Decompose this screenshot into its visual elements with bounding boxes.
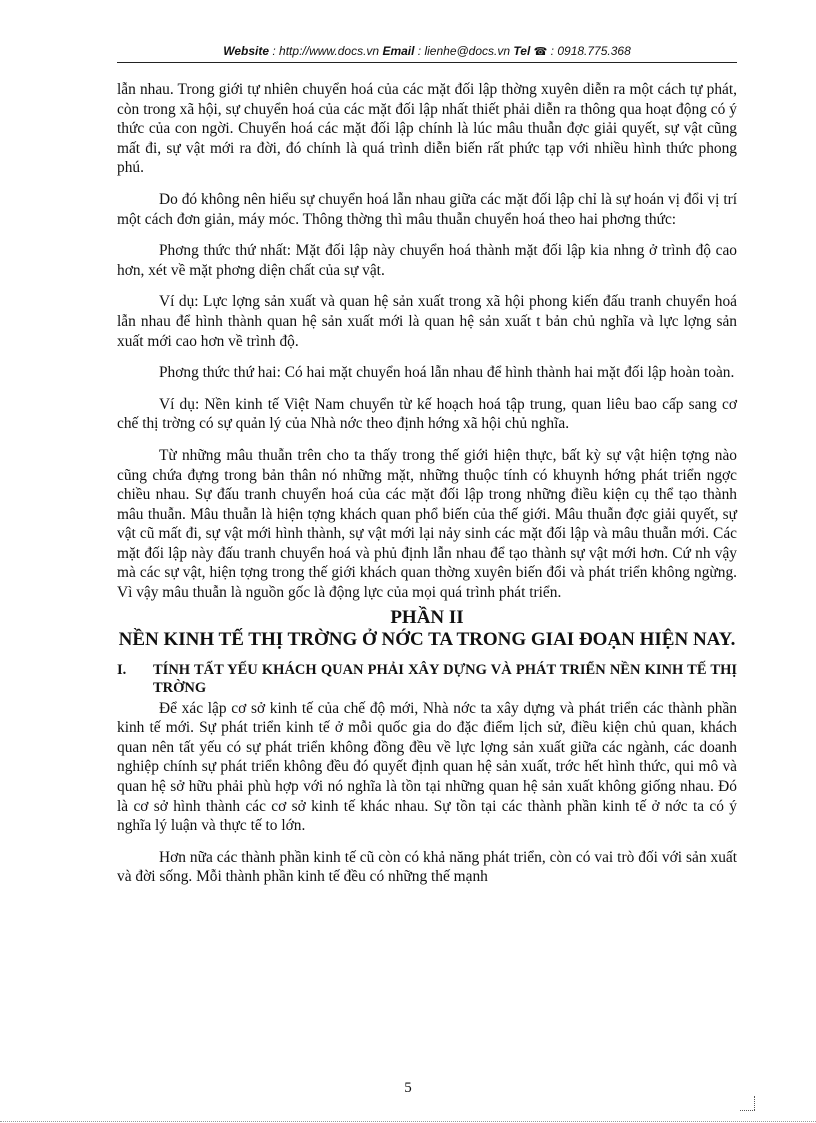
section-title: TÍNH TẤT YẾU KHÁCH QUAN PHẢI XÂY DỰNG VÀ PHÁT TRIỂN NỀN KINH TẾ THỊ TRỜNG [153, 661, 737, 696]
email-separator: : [414, 44, 425, 58]
document-body [117, 80, 737, 899]
section-paragraph-2: Hơn nữa các thành phần kinh tế cũ còn có khả năng phát triển, còn có vai trò đối với sản xuất và đời sống. Mỗi thành phần kinh tế đều có những thế mạnh [117, 848, 737, 886]
tel-label: Tel [513, 44, 531, 58]
phone-icon: ☎ [533, 46, 548, 58]
part-subtitle: NỀN KINH TẾ THỊ TRỜNG Ở NỚC TA TRONG GIAI ĐOẠN HIỆN NAY. [118, 628, 736, 650]
part-title: PHẦN II [390, 606, 464, 628]
paragraph-3: Phơng thức thứ nhất: Mặt đối lập này chuyển hoá thành mặt đối lập kia nhng ở trình độ cao hơn, xét về mặt phơng diện chất của sự vật. [117, 242, 737, 279]
section-number: I. [117, 661, 127, 678]
page-header [117, 44, 737, 63]
website-separator: : [269, 44, 280, 58]
paragraph-2: Do đó không nên hiểu sự chuyển hoá lẫn nhau giữa các mặt đối lập chỉ là sự hoán vị đổi vị trí một cách đơn giản, máy móc. Thông thờng thì mâu thuẫn chuyển hoá theo hai phơng thức: [117, 190, 737, 228]
email-value[interactable]: lienhe@docs.vn [424, 44, 511, 58]
corner-mark-vertical [754, 1096, 756, 1110]
page-number: 5 [404, 1080, 412, 1096]
paragraph-5: Phơng thức thứ hai: Có hai mặt chuyển hoá lẫn nhau để hình thành hai mặt đối lập hoàn toàn. [159, 364, 735, 382]
website-url[interactable]: http://www.docs.vn [279, 44, 380, 58]
email-label: Email [382, 44, 415, 58]
tel-value: : 0918.775.368 [547, 44, 631, 58]
section-heading [117, 661, 737, 697]
corner-mark-horizontal [740, 1110, 755, 1112]
paragraph-4: Ví dụ: Lực lợng sản xuất và quan hệ sản xuất trong xã hội phong kiến đấu tranh chuyển hoá lẫn nhau để hình thành quan hệ sản xuất mới là quan hệ sản xuất t bản chủ nghĩa và lực lợng sản xuất mới cao hơn về trình độ. [117, 293, 737, 350]
section-paragraph-1: Để xác lập cơ sở kinh tế của chế độ mới, Nhà nớc ta xây dựng và phát triển các thành phần kinh tế mới. Sự phát triển kinh tế ở mỗi quốc gia do đặc điểm lịch sử, điều kiện chủ quan, khách quan nên tất yếu có sự phát triển không đồng đều về lực lợng sản xuất giữa các ngành, các doanh nghiệp chính sự phát triển không đều đó quyết định quan hệ sản xuất, trớc hết hình thức, qui mô và quan hệ sở hữu phải phù hợp với nó nghĩa là tồn tại những quan hệ sản xuất không giống nhau. Đó là cơ sở hình thành các cơ sở kinh tế khác nhau. Sự tồn tại các thành phần kinh tế ở nớc ta có ý nghĩa lý luận và thực tế to lớn. [117, 699, 737, 835]
paragraph-1: lẫn nhau. Trong giới tự nhiên chuyển hoá của các mặt đối lập thờng xuyên diễn ra một cách tự phát, còn trong xã hội, sự chuyển hoá của các mặt đối lập nhất thiết phải diễn ra thông qua hoạt động có ý thức của con ngời. Chuyển hoá các mặt đối lập chính là lúc mâu thuẫn đợc giải quyết, sự vật cũng mất đi, sự vật mới ra đời, đó chính là quá trình diễn biến rất phức tạp với nhiều hình thức phong phú. [117, 81, 737, 177]
paragraph-7: Từ những mâu thuẫn trên cho ta thấy trong thế giới hiện thực, bất kỳ sự vật hiện tợng nào cũng chứa đựng trong bản thân nó những mặt, những thuộc tính có khuynh hớng phát triển ngợc chiều nhau. Sự đấu tranh chuyển hoá của các mặt đối lập trong những điều kiện cụ thể tạo thành mâu thuẫn. Mâu thuẫn là hiện tợng khách quan phổ biến của thế giới. Mâu thuẫn đợc giải quyết, sự vật cũ mất đi, sự vật mới hình thành, sự vật mới lại nảy sinh các mặt đối lập và mâu thuẫn mới. Các mặt đối lập này đấu tranh chuyển hoá và phủ định lẫn nhau để tạo thành sự vật mới hơn. Cứ nh vậy mà các sự vật, hiện tợng trong thế giới khách quan thờng xuyên biến đổi và phát triển không ngừng. Vì vậy mâu thuẫn là nguồn gốc là động lực của mọi quá trình phát triển. [117, 446, 737, 602]
website-label: Website [223, 44, 270, 58]
paragraph-6: Ví dụ: Nền kinh tế Việt Nam chuyển từ kế hoạch hoá tập trung, quan liêu bao cấp sang cơ chế thị trờng có sự quản lý của Nhà nớc theo định hớng xã hội chủ nghĩa. [117, 395, 737, 433]
